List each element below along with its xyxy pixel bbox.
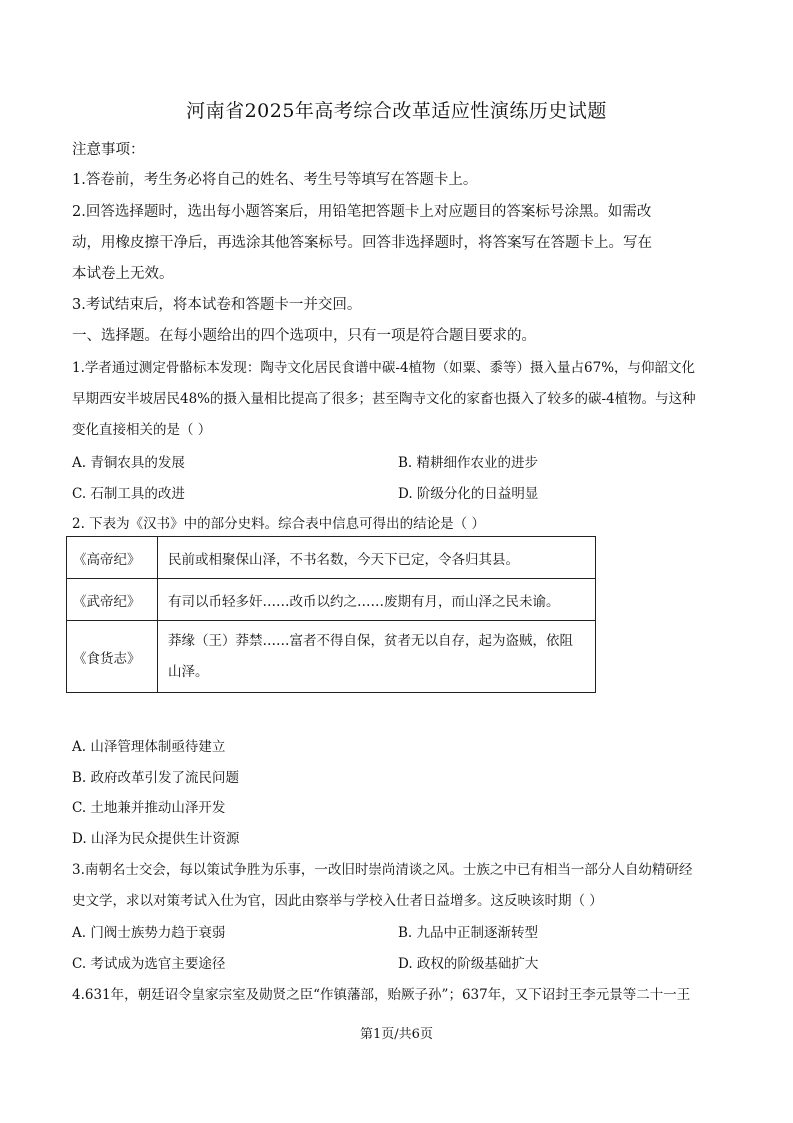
q1-option-d: D. 阶级分化的日益明显 (398, 486, 539, 502)
notice-item-1: 1.答卷前，考生务必将自己的姓名、考生号等填写在答题卡上。 (72, 172, 478, 188)
page-title: 河南省2025年高考综合改革适应性演练历史试题 (186, 100, 607, 122)
table-cell-source: 《食货志》 (67, 621, 158, 693)
table-cell-text (158, 537, 596, 579)
table-cell-source: 《武帝纪》 (67, 579, 158, 621)
table-cell-text (158, 579, 596, 621)
notice-item-2-line-3: 本试卷上无效。 (72, 266, 174, 282)
page-footer: 第1页/共6页 (360, 1027, 433, 1042)
table-cell-text-line: 民前或相聚保山泽，不书名数，今天下已定，令各归其县。 (168, 551, 519, 568)
q3-stem-line-2: 史文学，求以对策考试入仕为官，因此由察举与学校入仕者日益增多。这反映该时期（ ） (72, 893, 603, 909)
q2-option-a: A. 山泽管理体制亟待建立 (72, 739, 226, 755)
table-cell-text-line: 山泽。 (168, 663, 209, 680)
notice-item-2-line-2: 动，用橡皮擦干净后，再选涂其他答案标号。回答非选择题时，将答案写在答题卡上。写在 (72, 235, 652, 251)
source-table (66, 536, 596, 693)
table-cell-text (158, 621, 596, 693)
section-heading: 一、选择题。在每小题给出的四个选项中，只有一项是符合题目要求的。 (72, 328, 536, 344)
q2-option-c: C. 土地兼并推动山泽开发 (72, 800, 226, 816)
q4-stem-line-1: 4.631年，朝廷诏令皇家宗室及勋贤之臣“作镇藩部，贻厥子孙”；637年，又下诏封王李元景等二十一王 (72, 987, 691, 1003)
q3-option-c: C. 考试成为选官主要途径 (72, 956, 226, 972)
table-cell-source: 《高帝纪》 (67, 537, 158, 579)
table-row (67, 537, 596, 579)
q1-option-b: B. 精耕细作农业的进步 (398, 455, 539, 471)
q3-option-d: D. 政权的阶级基础扩大 (398, 956, 539, 972)
notice-heading: 注意事项： (72, 142, 145, 158)
q3-option-b: B. 九品中正制逐渐转型 (398, 925, 539, 941)
notice-item-2-line-1: 2.回答选择题时，选出每小题答案后，用铅笔把答题卡上对应题目的答案标号涂黑。如需改 (72, 204, 652, 220)
q2-option-b: B. 政府改革引发了流民问题 (72, 770, 240, 786)
q3-stem-line-1: 3.南朝名士交会，每以策试争胜为乐事，一改旧时崇尚清谈之风。士族之中已有相当一部分人自幼精研经 (72, 862, 693, 878)
q2-stem: 2. 下表为《汉书》中的部分史料。综合表中信息可得出的结论是（ ） (72, 516, 485, 532)
q1-stem-line-1: 1.学者通过测定骨骼标本发现：陶寺文化居民食谱中碳-4植物（如粟、黍等）摄入量占67%，与仰韶文化 (72, 360, 696, 376)
q1-stem-line-3: 变化直接相关的是（ ） (72, 422, 212, 438)
q2-option-d: D. 山泽为民众提供生计资源 (72, 831, 240, 847)
notice-item-3: 3.考试结束后，将本试卷和答题卡一并交回。 (72, 297, 362, 313)
table-row (67, 579, 596, 621)
table-row (67, 621, 596, 693)
table-cell-text-line: 莽缘（王）莽禁……富者不得自保，贫者无以自存，起为盗贼，依阻 (168, 632, 573, 649)
table-cell-text-line: 有司以币轻多奸……改币以约之……废期有月，而山泽之民未谕。 (168, 593, 560, 610)
q1-stem-line-2: 早期西安半坡居民48%的摄入量相比提高了很多；甚至陶寺文化的家畜也摄入了较多的碳-4植物。与这种 (72, 391, 696, 407)
q1-option-c: C. 石制工具的改进 (72, 486, 185, 502)
q1-option-a: A. 青铜农具的发展 (72, 455, 185, 471)
q3-option-a: A. 门阀士族势力趋于衰弱 (72, 925, 226, 941)
